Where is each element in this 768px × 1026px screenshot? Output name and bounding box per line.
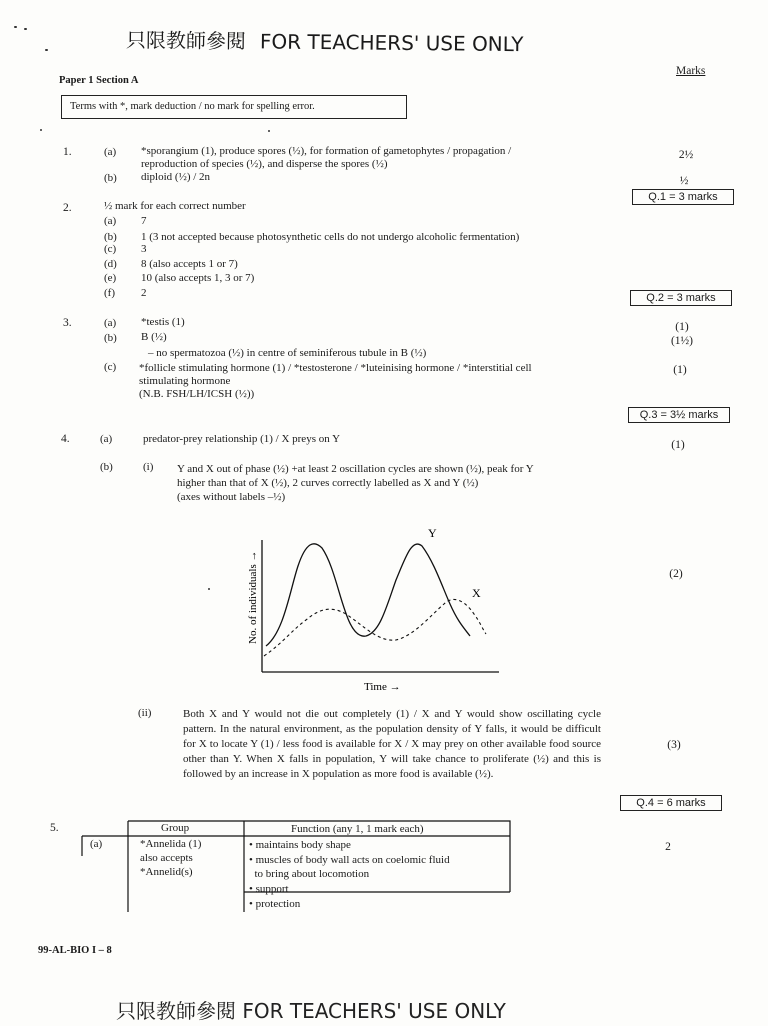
q3c-line-3: (N.B. FSH/LH/ICSH (½)) [139,388,255,400]
q3c-line-2: stimulating hormone [139,375,231,387]
q2c-label: (c) [104,243,117,255]
section-title: Paper 1 Section A [59,75,139,86]
table-header-group: Group [161,822,190,834]
q1b-label: (b) [104,172,117,184]
function-line-5: • protection [249,898,301,910]
function-line-1: • maintains body shape [249,839,351,851]
page-footer: 99-AL-BIO I – 8 [38,945,112,956]
scan-speck [40,129,42,131]
group-line-2: also accepts [140,852,193,864]
q3a-label: (a) [104,317,117,329]
table-row-label: (a) [90,838,103,850]
scan-speck [14,26,17,28]
curve-y-label: Y [428,526,437,540]
q5-mark: 2 [665,841,671,853]
q5-number: 5. [50,822,59,834]
scan-speck [45,49,48,51]
q2e-label: (e) [104,272,117,284]
q4bii-mark: (3) [667,739,681,751]
q4bii-label: (ii) [138,707,152,719]
terms-note-box [61,95,407,119]
q2e-text: 10 (also accepts 1, 3 or 7) [141,272,255,284]
q1-number: 1. [63,146,72,158]
function-line-2: • muscles of body wall acts on coelomic fluid [249,854,450,866]
q1-total-box: Q.1 = 3 marks [632,189,734,205]
terms-note: Terms with *, mark deduction / no mark for spelling error. [70,101,315,112]
q3b-text: B (½) [141,331,167,343]
q2c-text: 3 [141,243,147,255]
q3c-line-1: *follicle stimulating hormone (1) / *testosterone / *luteinising hormone / *interstitial cell [139,362,532,374]
q2d-text: 8 (also accepts 1 or 7) [141,258,238,270]
q3c-mark: (1) [673,364,687,376]
q2-number: 2. [63,202,72,214]
q3a-mark: (1) [675,321,689,333]
q4b-label: (b) [100,461,113,473]
group-line-3: *Annelid(s) [140,866,193,878]
q4bi-label: (i) [143,461,154,473]
function-line-4: • support [249,883,289,895]
q2f-label: (f) [104,287,115,299]
q4-total-box: Q.4 = 6 marks [620,795,722,811]
q4bi-line-2: higher than that of X (½), 2 curves correctly labelled as X and Y (½) [177,477,479,489]
q2b-text: 1 (3 not accepted because photosynthetic cells do not undergo alcoholic fermentation) [141,231,520,243]
header-english: FOR TEACHERS' USE ONLY [259,29,524,57]
q3b-mark: (1½) [670,335,694,347]
q4a-text: predator-prey relationship (1) / X preys on Y [143,433,341,445]
q3b-note: – no spermatozoa (½) in centre of seminiferous tubule in B (½) [148,347,427,359]
q4a-label: (a) [100,433,113,445]
marks-column-heading: Marks [676,65,706,77]
q2a-label: (a) [104,215,117,227]
scan-speck [208,588,210,590]
q1a-line-1: *sporangium (1), produce spores (½), for formation of gametophytes / propagation / [141,145,512,157]
q5-table [82,821,510,912]
q2a-text: 7 [141,215,147,227]
scan-speck [24,28,27,30]
q4bi-line-3: (axes without labels –½) [177,491,286,503]
graph-x-label: Time → [364,681,401,693]
q2-total-box: Q.2 = 3 marks [630,290,732,306]
q2d-label: (d) [104,258,117,270]
q1a-label: (a) [104,146,117,158]
q4bii-text: Both X and Y would not die out completely (1) / X and Y would show oscillating cycle pattern. In the natural environment, as the population density of Y falls, it would be difficult for X to locate Y (1) / less food is available for X / X may prey on other available food source other than Y. When X falls in population, Y will take chance to proliferate (½) and this is followed by an increase in X population as more food is available (½). [183,708,601,780]
q4bi-line-1: Y and X out of phase (½) +at least 2 oscillation cycles are shown (½), peak for Y [177,463,534,475]
curve-x-label: X [472,586,481,600]
group-line-1: *Annelida (1) [140,838,202,850]
footer-header-cutoff: 只限教師參閱 FOR TEACHERS' USE ONLY [116,999,506,1023]
function-line-3: to bring about locomotion [249,868,370,880]
q1b-text: diploid (½) / 2n [141,171,211,183]
q4-number: 4. [61,433,70,445]
q1a-line-2: reproduction of species (½), and disperse the spores (½) [141,158,388,170]
q3a-text: *testis (1) [141,316,185,328]
q2b-label: (b) [104,231,117,243]
q3c-label: (c) [104,361,117,373]
curve-x [264,599,486,656]
q4bi-mark: (2) [669,568,683,580]
q3-total-box: Q.3 = 3½ marks [628,407,730,423]
scan-speck [268,130,270,132]
q3b-label: (b) [104,332,117,344]
page-header [125,28,524,57]
q3-number: 3. [63,317,72,329]
q1b-mark: ½ [679,175,689,187]
q2-intro: ½ mark for each correct number [104,200,246,212]
header-chinese: 只限教師參閱 [125,28,247,54]
q1a-mark: 2½ [678,149,694,161]
predator-prey-graph [236,522,502,698]
table-header-function: Function (any 1, 1 mark each) [291,823,424,835]
graph-y-label: No. of individuals → [247,550,259,644]
q2f-text: 2 [141,287,147,299]
q4a-mark: (1) [671,439,685,451]
